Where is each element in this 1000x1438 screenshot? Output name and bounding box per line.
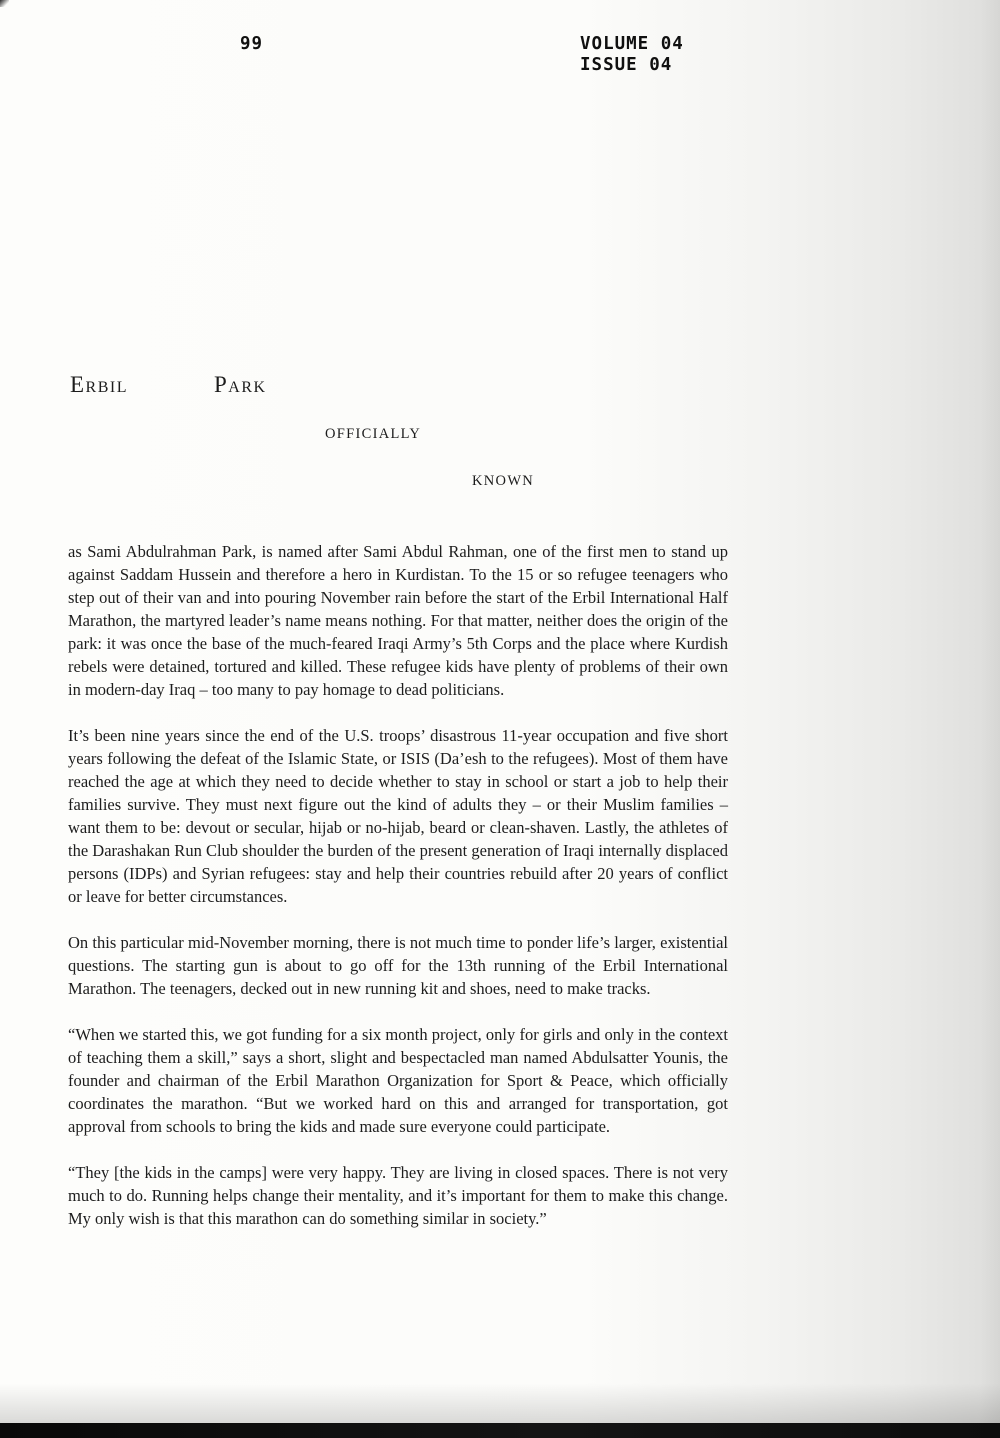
volume-issue-block [580,34,684,76]
title-word-officially: OFFICIALLY [325,426,422,442]
issue-label: ISSUE 04 [580,55,673,75]
paragraph-4: “When we started this, we got funding for a six month project, only for girls and only in the context of teaching them a skill,” says a short, slight and bespectacled man named Abdulsatter Younis, the founder and chairman of the Erbil Marathon Organization for Sport & Peace, which officially coordinates the marathon. “But we worked hard on this and arranged for transportation, got approval from schools to bring the kids and made sure everyone could participate. [68,1025,728,1136]
article-body [68,540,728,1253]
paragraph-1: as Sami Abdulrahman Park, is named after Sami Abdul Rahman, one of the first men to stand up against Saddam Hussein and therefore a hero in Kurdistan. To the 15 or so refugee teenagers who step out of their van and into pouring November rain before the start of the Erbil International Half Marathon, the martyred leader’s name means nothing. For that matter, neither does the origin of the park: it was once the base of the much-feared Iraqi Army’s 5th Corps and the place where Kurdish rebels were detained, tortured and killed. These refugee kids have plenty of problems of their own in modern-day Iraq – too many to pay homage to dead politicians. [68,542,728,699]
scan-corner-artifact [0,0,9,7]
page-number: 99 [240,34,264,54]
title-word-park: Park [214,372,267,397]
title-word-erbil: Erbil [70,372,128,397]
title-word-known: KNOWN [472,473,535,489]
volume-label: VOLUME 04 [580,34,684,54]
paragraph-3: On this particular mid-November morning, there is not much time to ponder life’s larger, existential questions. The starting gun is about to go off for the 13th running of the Erbil International Marathon. The teenagers, decked out in new running kit and shoes, need to make tracks. [68,933,728,998]
paragraph-5: “They [the kids in the camps] were very happy. They are living in closed spaces. There is not very much to do. Running helps change their mentality, and it’s important for them to make this change. My only wish is that this marathon can do something similar in society.” [68,1163,728,1228]
paragraph-2: It’s been nine years since the end of the U.S. troops’ disastrous 11-year occupation and five short years following the defeat of the Islamic State, or ISIS (Da’esh to the refugees). Most of them have reached the age at which they need to decide whether to stay in school or start a job to help their families survive. They must next figure out the kind of adults they – or their Muslim families – want them to be: devout or secular, hijab or no-hijab, beard or clean-shaven. Lastly, the athletes of the Darashakan Run Club shoulder the burden of the present generation of Iraqi internally displaced persons (IDPs) and Syrian refugees: stay and help their countries rebuild after 20 years of conflict or leave for better circumstances. [68,726,728,906]
scan-bottom-edge [0,1423,1000,1438]
